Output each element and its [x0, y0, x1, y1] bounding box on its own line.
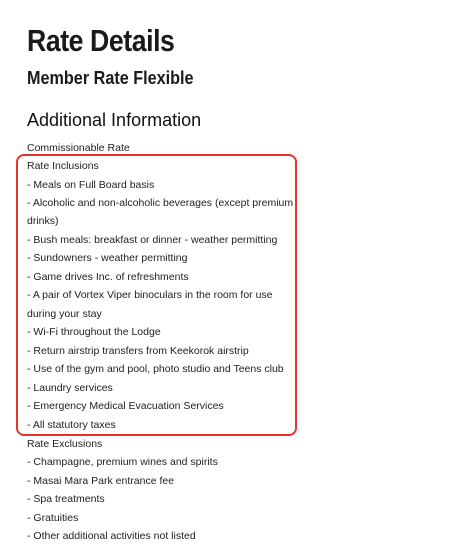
inclusion-item: - Meals on Full Board basis — [27, 179, 155, 191]
inclusion-item: - A pair of Vortex Viper binoculars in the room for use — [27, 289, 273, 301]
rate-exclusions-label: Rate Exclusions — [27, 438, 103, 450]
exclusion-item: - Other additional activities not listed — [27, 530, 196, 542]
inclusion-item: - All statutory taxes — [27, 419, 116, 431]
rate-name: Member Rate Flexible — [27, 68, 194, 88]
exclusion-item: - Gratuities — [27, 512, 79, 524]
inclusion-item: - Use of the gym and pool, photo studio and Teens club — [27, 363, 284, 375]
inclusion-item: - Wi-Fi throughout the Lodge — [27, 326, 161, 338]
inclusion-item: - Laundry services — [27, 382, 113, 394]
page-title: Rate Details — [27, 23, 175, 58]
exclusion-item: - Masai Mara Park entrance fee — [27, 475, 175, 487]
inclusion-item-continued: drinks) — [27, 215, 59, 227]
inclusion-item: - Return airstrip transfers from Keekorok airstrip — [27, 345, 249, 357]
additional-information-heading: Additional Information — [27, 110, 202, 130]
inclusion-item: - Bush meals: breakfast or dinner - weather permitting — [27, 234, 278, 246]
inclusion-item-continued: during your stay — [27, 308, 102, 320]
inclusion-item: - Game drives Inc. of refreshments — [27, 271, 189, 283]
inclusion-item: - Sundowners - weather permitting — [27, 252, 188, 264]
exclusion-item: - Champagne, premium wines and spirits — [27, 456, 218, 468]
commissionable-rate-label: Commissionable Rate — [27, 142, 130, 154]
inclusion-item: - Alcoholic and non-alcoholic beverages (except premium — [27, 197, 294, 209]
rate-inclusions-label: Rate Inclusions — [27, 160, 99, 172]
inclusion-item: - Emergency Medical Evacuation Services — [27, 400, 224, 412]
exclusion-item: - Spa treatments — [27, 493, 105, 505]
